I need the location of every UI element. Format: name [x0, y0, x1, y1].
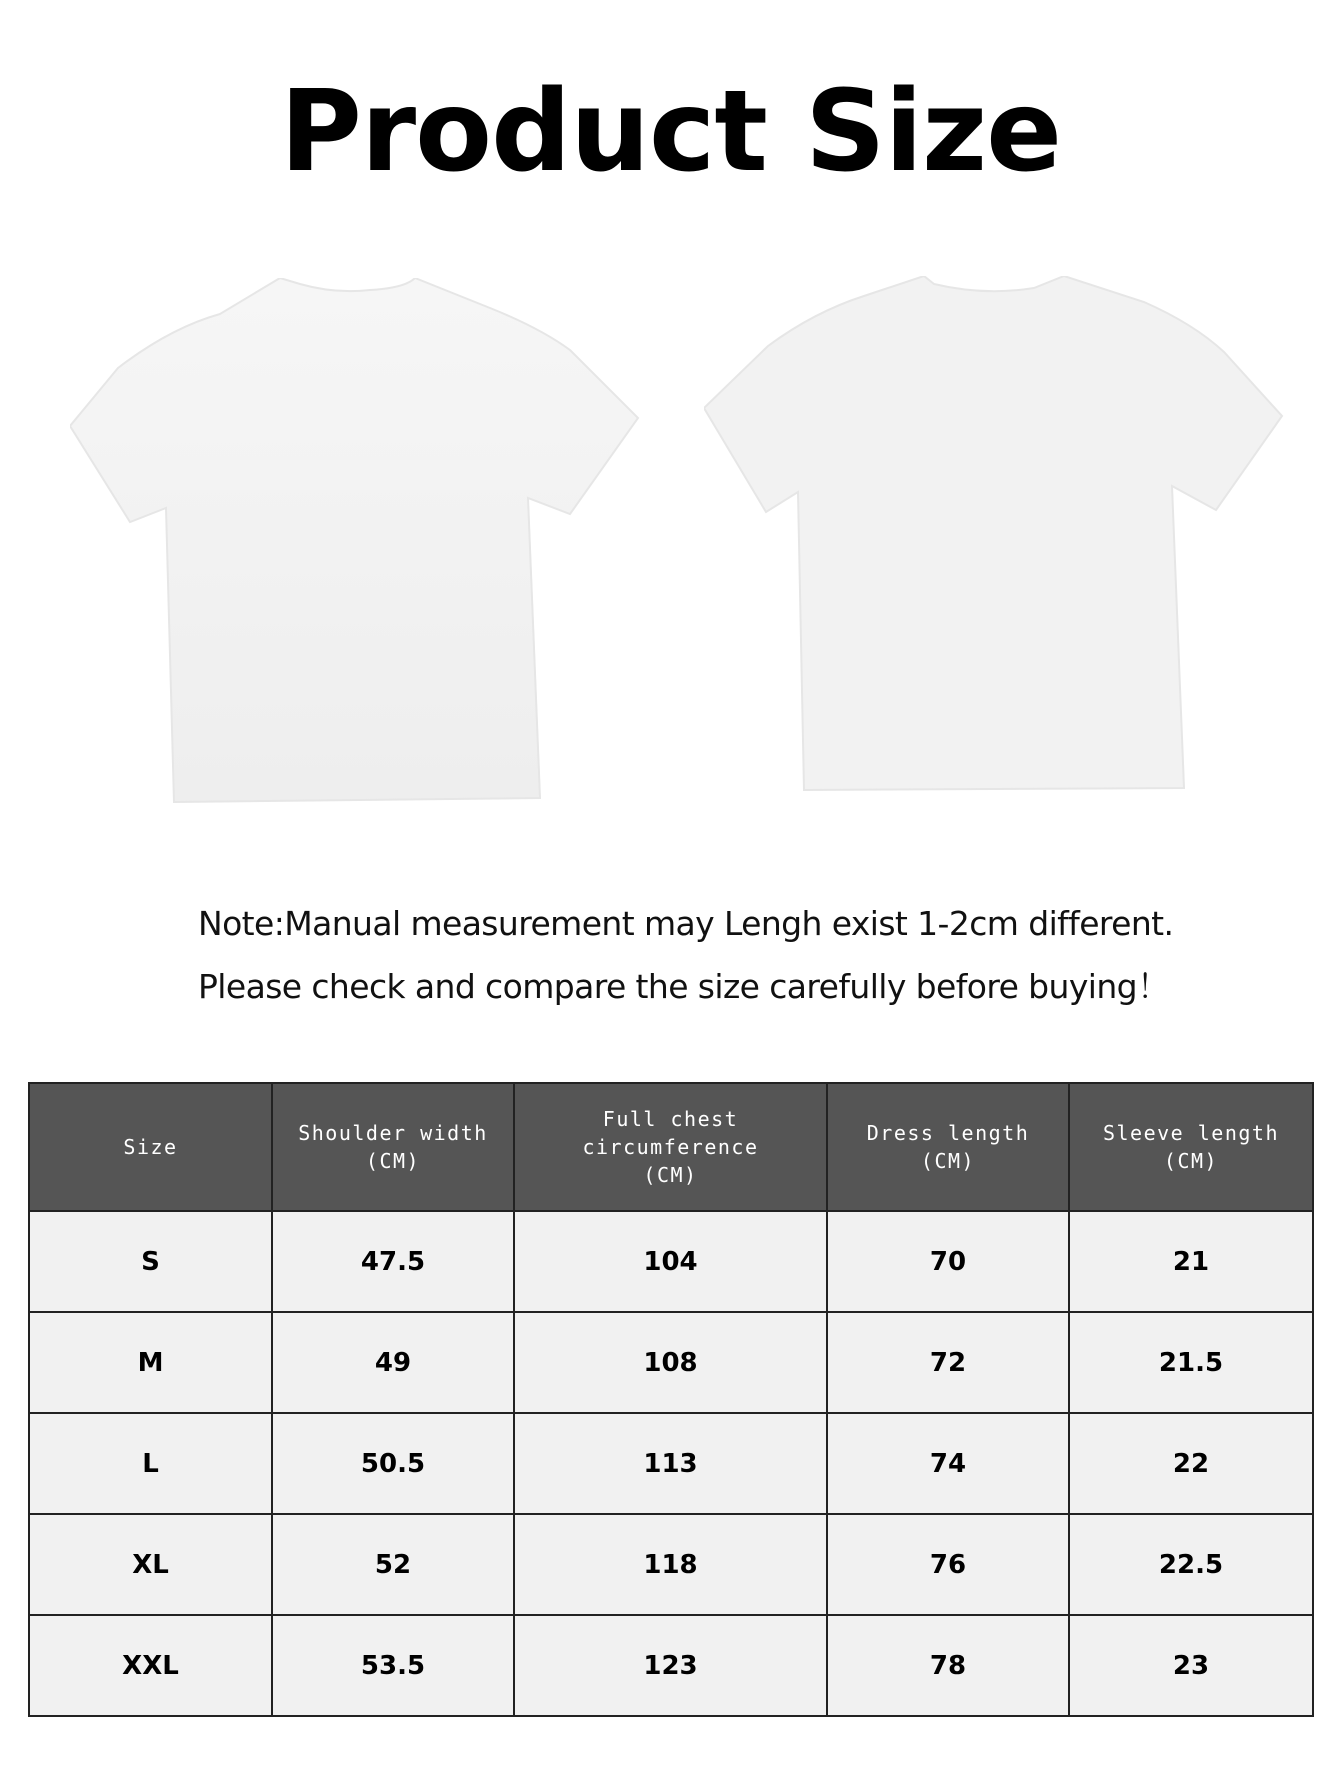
- cell-sleeve-length: 22: [1069, 1413, 1313, 1514]
- cell-chest: 118: [514, 1514, 827, 1615]
- cell-sleeve-length: 21: [1069, 1211, 1313, 1312]
- cell-dress-length: 74: [827, 1413, 1069, 1514]
- cell-shoulder-width: 50.5: [272, 1413, 514, 1514]
- table-row: [29, 1211, 1313, 1312]
- cell-size: XXL: [29, 1615, 272, 1716]
- table-header-row: [29, 1083, 1313, 1211]
- tshirt-back-image: [704, 276, 1284, 796]
- cell-size: S: [29, 1211, 272, 1312]
- table-row: [29, 1615, 1313, 1716]
- cell-sleeve-length: 23: [1069, 1615, 1313, 1716]
- cell-shoulder-width: 49: [272, 1312, 514, 1413]
- cell-size: XL: [29, 1514, 272, 1615]
- cell-size: L: [29, 1413, 272, 1514]
- size-chart-table: [28, 1082, 1314, 1717]
- cell-size: M: [29, 1312, 272, 1413]
- header-shoulder-width: Shoulder width (CM): [272, 1083, 514, 1211]
- cell-chest: 123: [514, 1615, 827, 1716]
- header-sleeve-length: Sleeve length (CM): [1069, 1083, 1313, 1211]
- cell-dress-length: 72: [827, 1312, 1069, 1413]
- page-title: Product Size: [279, 67, 1062, 197]
- cell-shoulder-width: 52: [272, 1514, 514, 1615]
- cell-dress-length: 70: [827, 1211, 1069, 1312]
- note-line-2: Please check and compare the size carefully before buying！: [198, 967, 1170, 1006]
- header-size: Size: [29, 1083, 272, 1211]
- cell-chest: 104: [514, 1211, 827, 1312]
- cell-shoulder-width: 53.5: [272, 1615, 514, 1716]
- cell-sleeve-length: 21.5: [1069, 1312, 1313, 1413]
- cell-sleeve-length: 22.5: [1069, 1514, 1313, 1615]
- cell-dress-length: 78: [827, 1615, 1069, 1716]
- note-line-1: Note:Manual measurement may Lengh exist 1-2cm different.: [198, 904, 1174, 943]
- table-row: [29, 1312, 1313, 1413]
- cell-shoulder-width: 47.5: [272, 1211, 514, 1312]
- table-row: [29, 1413, 1313, 1514]
- cell-chest: 113: [514, 1413, 827, 1514]
- header-full-chest: Full chest circumference (CM): [514, 1083, 827, 1211]
- table-row: [29, 1514, 1313, 1615]
- cell-dress-length: 76: [827, 1514, 1069, 1615]
- header-dress-length: Dress length (CM): [827, 1083, 1069, 1211]
- cell-chest: 108: [514, 1312, 827, 1413]
- tshirt-front-image: [70, 278, 640, 803]
